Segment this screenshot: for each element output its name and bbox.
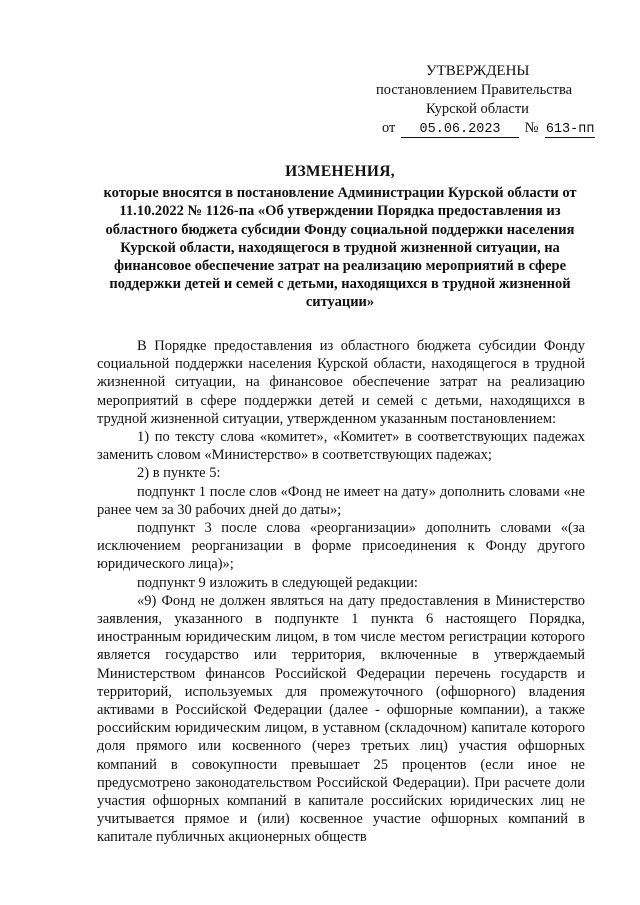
- decree-number: 613-пп: [545, 122, 595, 137]
- document-body: [97, 337, 585, 847]
- paragraph-subitem-9: подпункт 9 изложить в следующей редакции:: [137, 574, 418, 591]
- number-label: №: [524, 120, 539, 136]
- paragraph-item-1: 1) по тексту слова «комитет», «Комитет» в соответствующих падежах заменить словом «Министерство» в соответствующих падежах;: [97, 429, 585, 464]
- approval-line-region: Курской области: [426, 101, 529, 117]
- paragraph-intro: В Порядке предоставления из областного бюджета субсидии Фонду социальной поддержки населения Курской области, находящегося в трудной жизненной ситуации, на финансовое обеспечение затрат на реализацию мероприятий в сфере поддержки детей и семей с детьми, находящихся в трудной жизненной ситуации, утвержденном указанным постановлением:: [97, 338, 585, 427]
- paragraph-item-2: 2) в пункте 5:: [137, 465, 221, 482]
- paragraph-subitem-9-text: «9) Фонд не должен являться на дату предоставления в Министерство заявления, указанного в подпункте 1 пункта 6 настоящего Порядка, иностранным юридическим лицом, в том числе местом регистрации которого является государство или территория, включенные в утверждаемый Министерством финансов Российской Федерации перечень государств и территорий, используемых для промежуточного (офшорного) владения активами в Российской Федерации (далее - офшорные компании), а также российским юридическим лицом, в уставном (складочном) капитале которого доля прямого или косвенного (через третьих лиц) участия офшорных компаний в совокупности превышает 25 процентов (если иное не предусмотрено законодательством Российской Федерации). При расчете доли участия офшорных компаний в капитале российских юридических лиц не учитывается прямое и (или) косвенное участие офшорных компаний в капитале публичных акционерных обществ: [97, 592, 585, 846]
- approval-date-number-line: [382, 119, 620, 138]
- approval-stamp: [370, 62, 620, 138]
- document-subtitle: которые вносятся в постановление Администрации Курской области от 11.10.2022 № 1126-па «Об утверждении Порядка предоставления из областного бюджета субсидии Фонду социальной поддержки населения Курской области, находящегося в трудной жизненной ситуации, на финансовое обеспечение затрат на реализацию мероприятий в сфере поддержки детей и семей с детьми, находящихся в трудной жизненной ситуации»: [103, 185, 577, 311]
- document-title: ИЗМЕНЕНИЯ,: [285, 163, 395, 180]
- paragraph-subitem-3: подпункт 3 после слова «реорганизации» дополнить словами «(за исключением реорганизации в форме присоединения к Фонду другого юридического лица)»;: [97, 520, 585, 573]
- document-title-block: [94, 163, 586, 312]
- paragraph-subitem-1: подпункт 1 после слов «Фонд не имеет на дату» дополнить словами «не ранее чем за 30 рабочих дней до даты»;: [97, 483, 585, 518]
- from-label: от: [382, 120, 396, 136]
- decree-date: 05.06.2023: [401, 122, 519, 138]
- approval-line-government: постановлением Правительства: [376, 82, 573, 98]
- approval-heading: УТВЕРЖДЕНЫ: [426, 63, 530, 79]
